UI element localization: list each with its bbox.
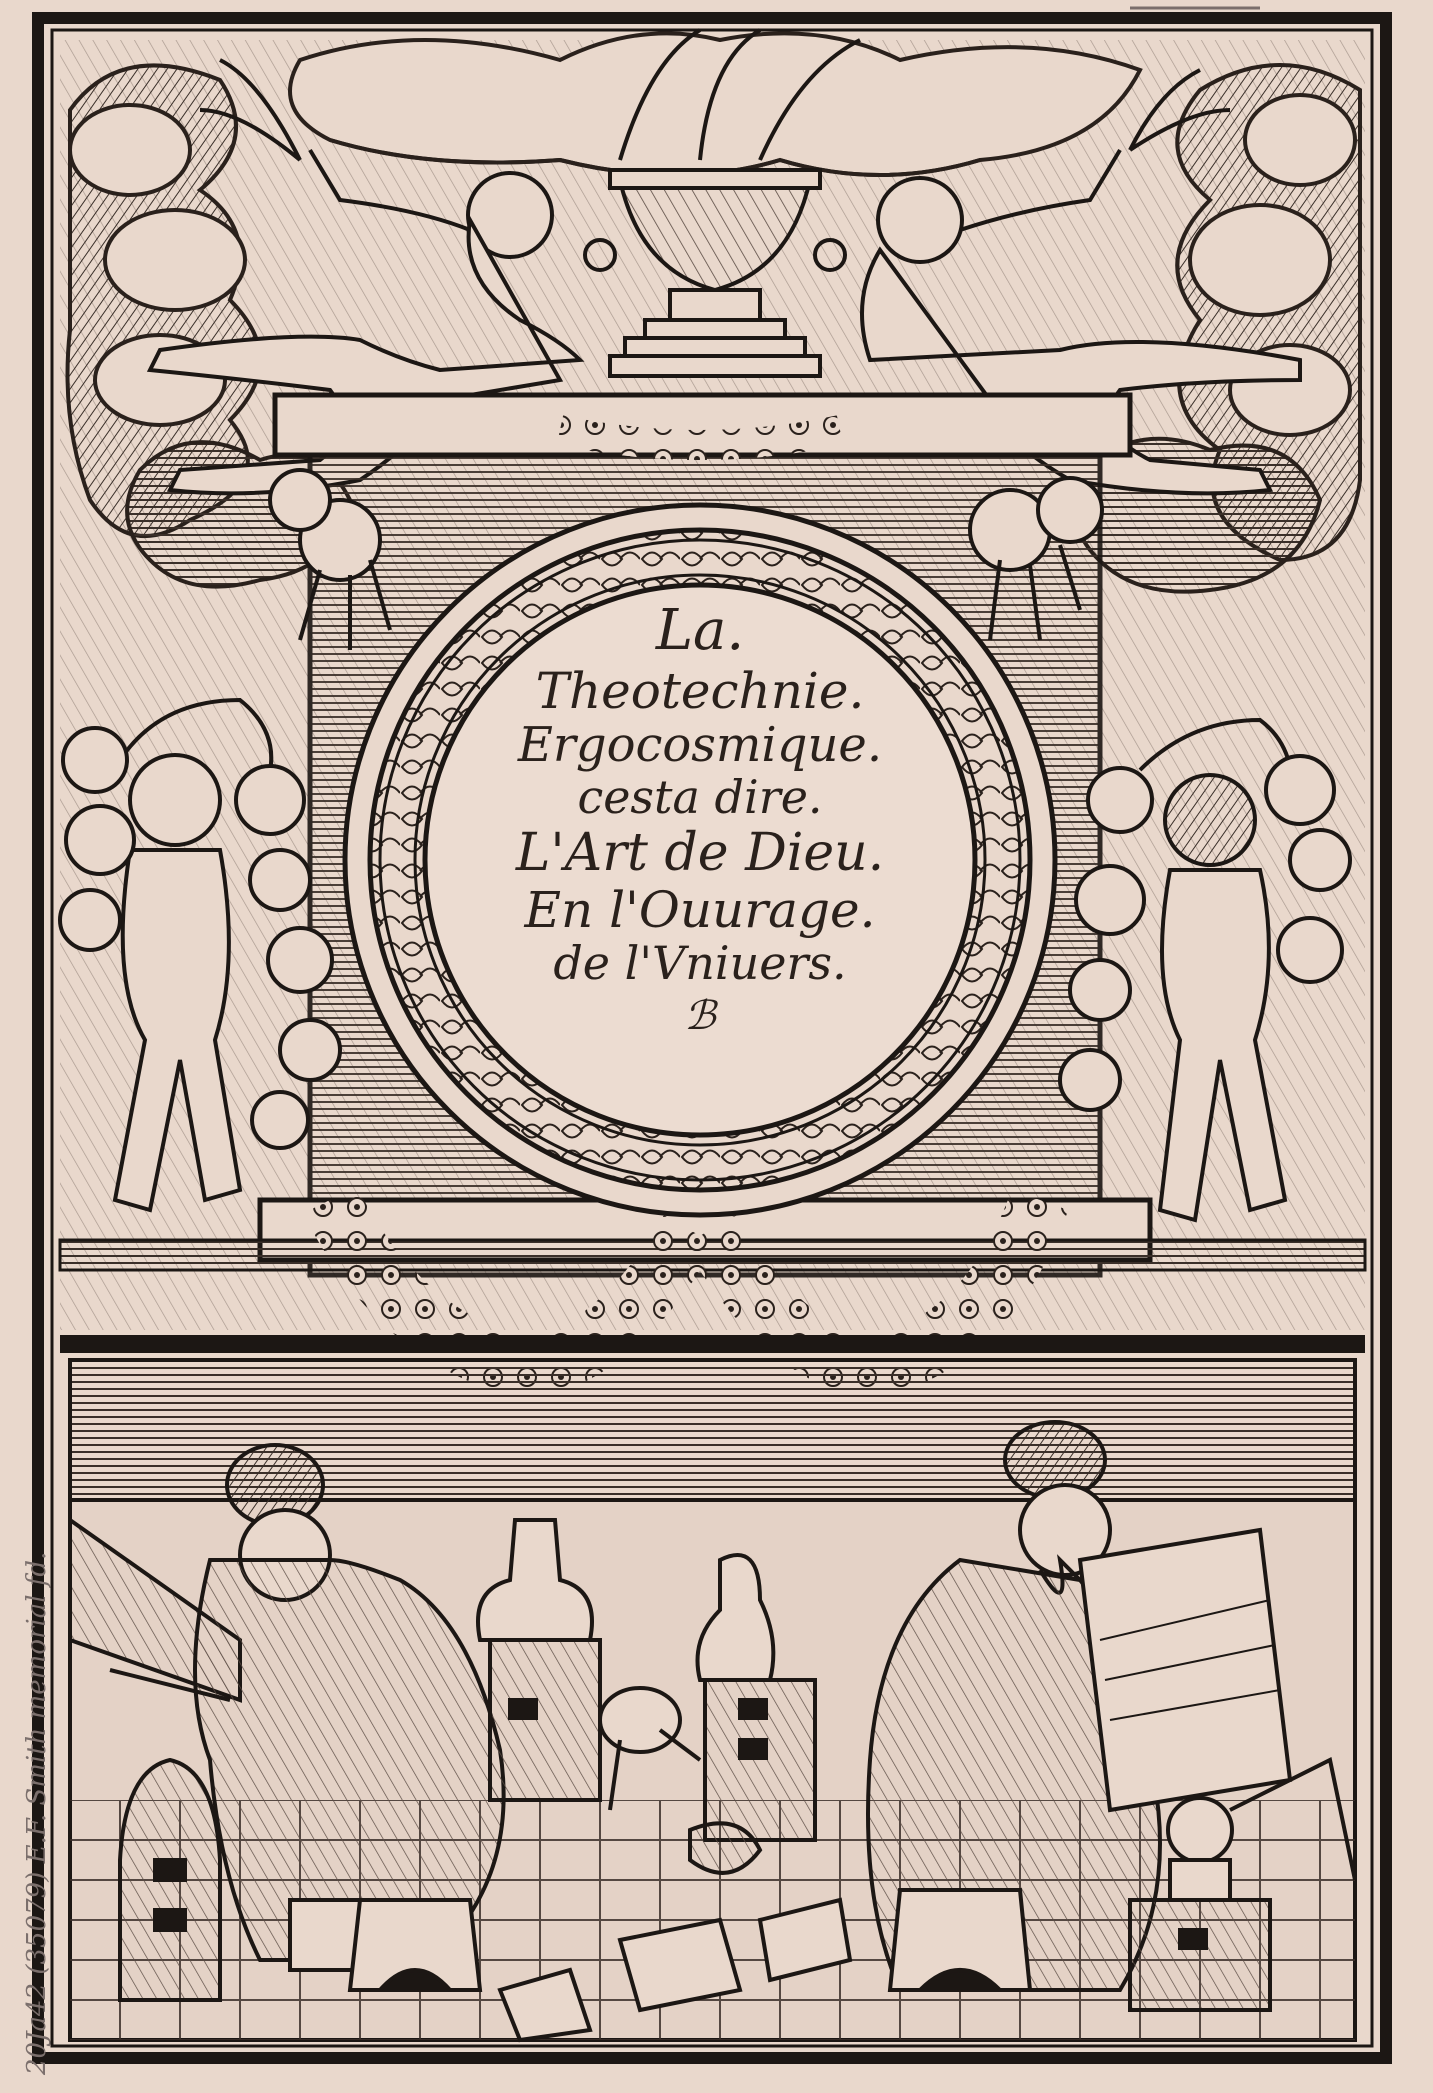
cloud-top <box>290 33 1140 175</box>
monogram-ornament: ℬ <box>684 992 716 1039</box>
furnace-left <box>120 1760 220 2000</box>
title-line-5: L'Art de Dieu. <box>515 822 885 883</box>
title-medallion-text <box>470 600 930 1042</box>
garland-top <box>560 430 840 445</box>
title-line-3: Ergocosmique. <box>517 716 883 773</box>
title-line-1: La. <box>655 598 745 663</box>
library-margin-note: 20Ja42 (35079) E.F. Smith memorial fd. <box>22 1551 52 2075</box>
title-line-4: cesta dire. <box>577 770 823 825</box>
title-line-6: En l'Ouurage. <box>524 881 876 940</box>
title-line-2: Theotechnie. <box>535 661 865 720</box>
title-line-7: de l'Vniuers. <box>553 936 847 991</box>
